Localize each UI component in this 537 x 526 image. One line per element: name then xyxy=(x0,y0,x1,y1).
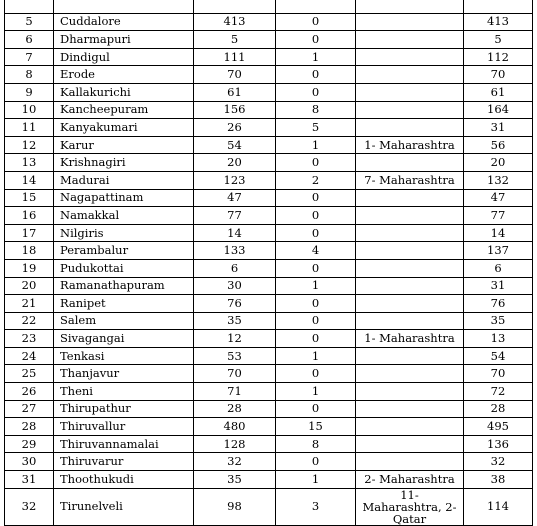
count-cell-b: 1 xyxy=(276,136,356,154)
table-row xyxy=(5,418,533,436)
count-cell-a: 6 xyxy=(194,259,276,277)
serial-number-cell: 31 xyxy=(5,471,54,489)
count-cell-b: 1 xyxy=(276,277,356,295)
total-cell: 47 xyxy=(464,189,533,207)
district-name-cell: Thiruvarur xyxy=(54,453,194,471)
total-cell: 495 xyxy=(464,418,533,436)
count-cell-a: 28 xyxy=(194,400,276,418)
table-row xyxy=(5,259,533,277)
table-row xyxy=(5,242,533,260)
count-cell-b: 0 xyxy=(276,31,356,49)
serial-number-cell: 11 xyxy=(5,119,54,137)
count-cell-a: 54 xyxy=(194,136,276,154)
serial-number-cell: 21 xyxy=(5,295,54,313)
count-cell-b: 4 xyxy=(276,242,356,260)
remark-cell xyxy=(356,189,464,207)
table-row xyxy=(5,66,533,84)
count-cell-a: 111 xyxy=(194,48,276,66)
count-cell-a: 480 xyxy=(194,418,276,436)
total-cell xyxy=(464,0,533,13)
district-name-cell: Namakkal xyxy=(54,207,194,225)
count-cell-a: 12 xyxy=(194,330,276,348)
table-row xyxy=(5,365,533,383)
count-cell-b: 0 xyxy=(276,312,356,330)
table-row xyxy=(5,31,533,49)
district-cases-table xyxy=(4,0,533,526)
district-name-cell: Thoothukudi xyxy=(54,471,194,489)
table-row xyxy=(5,383,533,401)
total-cell: 413 xyxy=(464,13,533,31)
count-cell-a: 70 xyxy=(194,365,276,383)
serial-number-cell: 22 xyxy=(5,312,54,330)
remark-cell: 1- Maharashtra xyxy=(356,330,464,348)
count-cell-a: 5 xyxy=(194,31,276,49)
count-cell-b: 1 xyxy=(276,471,356,489)
remark-cell: 7- Maharashtra xyxy=(356,171,464,189)
total-cell: 164 xyxy=(464,101,533,119)
total-cell: 70 xyxy=(464,365,533,383)
district-name-cell: Pudukottai xyxy=(54,259,194,277)
count-cell-b: 0 xyxy=(276,154,356,172)
count-cell-a: 20 xyxy=(194,154,276,172)
district-table-container xyxy=(4,0,532,526)
count-cell-b: 0 xyxy=(276,295,356,313)
total-cell: 136 xyxy=(464,435,533,453)
remark-cell xyxy=(356,418,464,436)
serial-number-cell: 23 xyxy=(5,330,54,348)
count-cell-b: 0 xyxy=(276,259,356,277)
table-row xyxy=(5,171,533,189)
total-cell: 61 xyxy=(464,83,533,101)
remark-cell: 2- Maharashtra xyxy=(356,471,464,489)
total-cell: 112 xyxy=(464,48,533,66)
remark-cell: 11- Maharashtra, 2-Qatar xyxy=(356,488,464,525)
district-name-cell: Salem xyxy=(54,312,194,330)
count-cell-b: 0 xyxy=(276,453,356,471)
serial-number-cell: 18 xyxy=(5,242,54,260)
serial-number-cell: 25 xyxy=(5,365,54,383)
count-cell-a: 77 xyxy=(194,207,276,225)
count-cell-a: 53 xyxy=(194,347,276,365)
count-cell-a: 156 xyxy=(194,101,276,119)
remark-cell xyxy=(356,0,464,13)
count-cell-a: 32 xyxy=(194,453,276,471)
table-row xyxy=(5,453,533,471)
count-cell-a: 128 xyxy=(194,435,276,453)
remark-cell xyxy=(356,48,464,66)
table-row xyxy=(5,400,533,418)
serial-number-cell: 8 xyxy=(5,66,54,84)
district-name-cell: Cuddalore xyxy=(54,13,194,31)
serial-number-cell: 7 xyxy=(5,48,54,66)
serial-number-cell: 5 xyxy=(5,13,54,31)
serial-number-cell: 24 xyxy=(5,347,54,365)
total-cell: 76 xyxy=(464,295,533,313)
remark-cell xyxy=(356,312,464,330)
count-cell-b: 0 xyxy=(276,330,356,348)
count-cell-a: 61 xyxy=(194,83,276,101)
remark-cell xyxy=(356,13,464,31)
count-cell-b: 3 xyxy=(276,488,356,525)
district-name-cell: Nagapattinam xyxy=(54,189,194,207)
district-name-cell: Madurai xyxy=(54,171,194,189)
serial-number-cell: 17 xyxy=(5,224,54,242)
count-cell-b: 0 xyxy=(276,83,356,101)
remark-cell xyxy=(356,207,464,225)
total-cell: 114 xyxy=(464,488,533,525)
serial-number-cell: 29 xyxy=(5,435,54,453)
remark-cell xyxy=(356,224,464,242)
count-cell-a: 123 xyxy=(194,171,276,189)
total-cell: 14 xyxy=(464,224,533,242)
remark-cell xyxy=(356,101,464,119)
serial-number-cell: 6 xyxy=(5,31,54,49)
serial-number-cell: 30 xyxy=(5,453,54,471)
table-row xyxy=(5,136,533,154)
serial-number-cell: 9 xyxy=(5,83,54,101)
table-row xyxy=(5,295,533,313)
district-name-cell: Dindigul xyxy=(54,48,194,66)
district-name-cell: Tirunelveli xyxy=(54,488,194,525)
total-cell: 6 xyxy=(464,259,533,277)
table-row xyxy=(5,13,533,31)
count-cell-b: 0 xyxy=(276,224,356,242)
serial-number-cell: 26 xyxy=(5,383,54,401)
table-row xyxy=(5,207,533,225)
count-cell-b: 0 xyxy=(276,207,356,225)
district-name-cell: Theni xyxy=(54,383,194,401)
table-row xyxy=(5,488,533,525)
table-row xyxy=(5,312,533,330)
serial-number-cell: 15 xyxy=(5,189,54,207)
count-cell-a: 98 xyxy=(194,488,276,525)
table-row xyxy=(5,435,533,453)
district-name-cell: Kanyakumari xyxy=(54,119,194,137)
table-row xyxy=(5,224,533,242)
count-cell-b: 1 xyxy=(276,347,356,365)
remark-cell xyxy=(356,31,464,49)
table-row xyxy=(5,119,533,137)
remark-cell xyxy=(356,154,464,172)
table-row xyxy=(5,330,533,348)
total-cell: 38 xyxy=(464,471,533,489)
count-cell-a: 133 xyxy=(194,242,276,260)
district-name-cell: Thanjavur xyxy=(54,365,194,383)
serial-number-cell: 12 xyxy=(5,136,54,154)
serial-number-cell: 32 xyxy=(5,488,54,525)
count-cell-b: 2 xyxy=(276,171,356,189)
table-row xyxy=(5,0,533,13)
district-table-body xyxy=(5,0,533,525)
district-name-cell: Kancheepuram xyxy=(54,101,194,119)
total-cell: 137 xyxy=(464,242,533,260)
district-name-cell: Ramanathapuram xyxy=(54,277,194,295)
count-cell-b: 8 xyxy=(276,435,356,453)
remark-cell xyxy=(356,242,464,260)
district-name-cell: Thirupathur xyxy=(54,400,194,418)
district-name-cell: Thiruvallur xyxy=(54,418,194,436)
serial-number-cell: 19 xyxy=(5,259,54,277)
count-cell-b: 0 xyxy=(276,400,356,418)
remark-cell xyxy=(356,295,464,313)
total-cell: 31 xyxy=(464,119,533,137)
remark-cell xyxy=(356,435,464,453)
count-cell-a: 71 xyxy=(194,383,276,401)
remark-cell: 1- Maharashtra xyxy=(356,136,464,154)
remark-cell xyxy=(356,277,464,295)
district-name-cell: Ranipet xyxy=(54,295,194,313)
table-row xyxy=(5,277,533,295)
remark-cell xyxy=(356,66,464,84)
table-row xyxy=(5,347,533,365)
count-cell-a: 14 xyxy=(194,224,276,242)
count-cell-b: 0 xyxy=(276,13,356,31)
district-name-cell: Thiruvannamalai xyxy=(54,435,194,453)
count-cell-a: 413 xyxy=(194,13,276,31)
remark-cell xyxy=(356,83,464,101)
total-cell: 77 xyxy=(464,207,533,225)
count-cell-b: 0 xyxy=(276,66,356,84)
remark-cell xyxy=(356,259,464,277)
total-cell: 13 xyxy=(464,330,533,348)
district-name-cell: Sivagangai xyxy=(54,330,194,348)
remark-cell xyxy=(356,383,464,401)
table-row xyxy=(5,189,533,207)
district-name-cell: Karur xyxy=(54,136,194,154)
count-cell-b: 15 xyxy=(276,418,356,436)
district-name-cell: Perambalur xyxy=(54,242,194,260)
count-cell-a: 76 xyxy=(194,295,276,313)
total-cell: 32 xyxy=(464,453,533,471)
serial-number-cell: 28 xyxy=(5,418,54,436)
count-cell-b: 5 xyxy=(276,119,356,137)
serial-number-cell: 20 xyxy=(5,277,54,295)
total-cell: 54 xyxy=(464,347,533,365)
total-cell: 5 xyxy=(464,31,533,49)
district-name-cell xyxy=(54,0,194,13)
count-cell-a: 47 xyxy=(194,189,276,207)
remark-cell xyxy=(356,119,464,137)
serial-number-cell: 27 xyxy=(5,400,54,418)
total-cell: 132 xyxy=(464,171,533,189)
district-name-cell: Nilgiris xyxy=(54,224,194,242)
total-cell: 20 xyxy=(464,154,533,172)
total-cell: 70 xyxy=(464,66,533,84)
count-cell-a: 30 xyxy=(194,277,276,295)
count-cell-b xyxy=(276,0,356,13)
district-name-cell: Tenkasi xyxy=(54,347,194,365)
count-cell-a: 70 xyxy=(194,66,276,84)
district-name-cell: Dharmapuri xyxy=(54,31,194,49)
total-cell: 31 xyxy=(464,277,533,295)
serial-number-cell: 13 xyxy=(5,154,54,172)
table-row xyxy=(5,83,533,101)
table-row xyxy=(5,154,533,172)
table-row xyxy=(5,48,533,66)
count-cell-a: 26 xyxy=(194,119,276,137)
district-name-cell: Krishnagiri xyxy=(54,154,194,172)
remark-cell xyxy=(356,365,464,383)
district-name-cell: Erode xyxy=(54,66,194,84)
serial-number-cell: 16 xyxy=(5,207,54,225)
serial-number-cell: 14 xyxy=(5,171,54,189)
count-cell-b: 0 xyxy=(276,189,356,207)
count-cell-b: 8 xyxy=(276,101,356,119)
count-cell-a: 35 xyxy=(194,471,276,489)
remark-cell xyxy=(356,347,464,365)
serial-number-cell: 10 xyxy=(5,101,54,119)
remark-cell xyxy=(356,400,464,418)
total-cell: 28 xyxy=(464,400,533,418)
remark-cell xyxy=(356,453,464,471)
count-cell-a xyxy=(194,0,276,13)
table-row xyxy=(5,101,533,119)
count-cell-b: 1 xyxy=(276,48,356,66)
district-name-cell: Kallakurichi xyxy=(54,83,194,101)
total-cell: 72 xyxy=(464,383,533,401)
count-cell-a: 35 xyxy=(194,312,276,330)
total-cell: 56 xyxy=(464,136,533,154)
count-cell-b: 0 xyxy=(276,365,356,383)
total-cell: 35 xyxy=(464,312,533,330)
table-row xyxy=(5,471,533,489)
serial-number-cell xyxy=(5,0,54,13)
count-cell-b: 1 xyxy=(276,383,356,401)
